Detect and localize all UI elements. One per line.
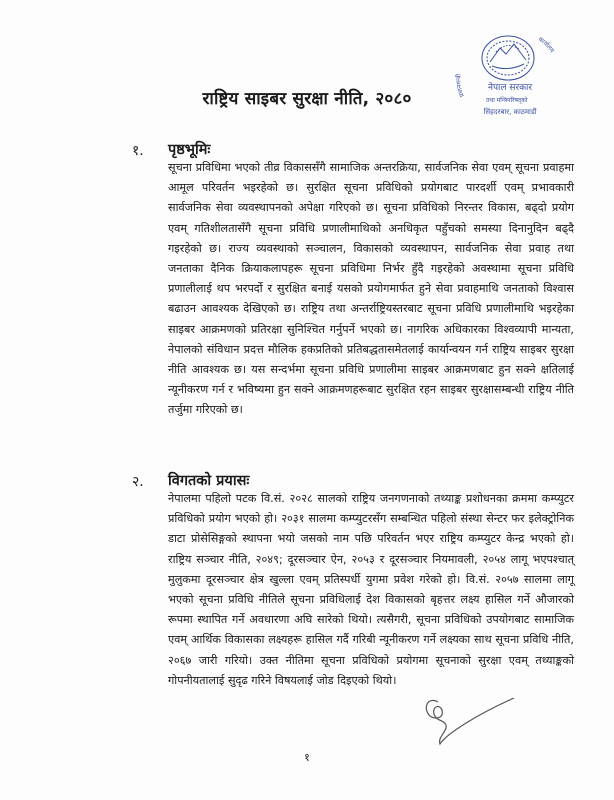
section-number: २. xyxy=(132,474,144,490)
section-heading: पृष्ठभूमिः xyxy=(168,142,211,158)
stamp-line1: नेपाल सरकार xyxy=(487,83,533,93)
section-body: नेपालमा पहिलो पटक वि.सं. २०२८ सालको राष्ट्रिय जनगणनाको तथ्याङ्क प्रशोधनका क्रममा कम्प्युटर प्रविधिको प्रयोग भएको हो। २०३१ सालमा कम्प्युटरसँग सम्बन्धित पहिलो संस्था सेन्टर फर इलेक्ट्रोनिक डाटा प्रोसेसिङ्गको स्थापना भयो जसको नाम पछि परिवर्तन भएर राष्ट्रिय कम्प्युटर केन्द्र भएको हो। राष्ट्रिय सञ्चार नीति, २०४९; दूरसञ्चार ऐन, २०५३ र दूरसञ्चार नियमावली, २०५४ लागू भएपश्चात् मुलुकमा दूरसञ्चार क्षेत्र खुल्ला एवम् प्रतिस्पर्धी युगमा प्रवेश गरेको हो। वि.सं. २०५७ सालमा लागू भएको सूचना प्रविधि नीतिले सूचना प्रविधिलाई देश विकासको बृहत्तर लक्ष्य हासिल गर्ने औजारको रूपमा स्थापित गर्ने अवधारणा अघि सारेको थियो। त्यसैगरी, सूचना प्रविधिको उपयोगबाट सामाजिक एवम् आर्थिक विकासका लक्ष्यहरू हासिल गर्दै गरिबी न्यूनीकरण गर्ने लक्ष्यका साथ सूचना प्रविधि नीति, २०६७ जारी गरियो। उक्त नीतिमा सूचना प्रविधिको प्रयोगमा सूचनाको सुरक्षा एवम् तथ्याङ्कको गोपनीयतालाई सुदृढ गरिने विषयलाई जोड दिइएको थियो। xyxy=(168,492,574,687)
svg-text:कार्यालय: कार्यालय xyxy=(536,35,556,55)
signature-icon xyxy=(418,694,518,754)
signature xyxy=(418,694,518,754)
section-number: १. xyxy=(132,143,144,159)
page-number: १ xyxy=(304,751,310,764)
stamp-line3: सिंहदरबार, काठमाडौं xyxy=(483,108,537,116)
svg-text:तथा मन्त्रिपरिषद्को: तथा मन्त्रिपरिषद्को xyxy=(486,97,528,104)
document-title: राष्ट्रिय साइबर सुरक्षा नीति, २०८० xyxy=(202,89,412,109)
section-heading: विगतको प्रयासः xyxy=(168,473,250,489)
stamp-line2: प्रधानमन्त्री xyxy=(455,73,466,98)
section-body: सूचना प्रविधिमा भएको तीव्र विकाससँगै सामाजिक अन्तरक्रिया, सार्वजनिक सेवा एवम् सूचना प्रवाहमा आमूल परिवर्तन भइरहेको छ। सुरक्षित सूचना प्रविधिको प्रयोगबाट पारदर्शी एवम् प्रभावकारी सार्वजनिक सेवा व्यवस्थापनको अपेक्षा गरिएको छ। सूचना प्रविधिको निरन्तर विकास, बढ्दो प्रयोग एवम् गतिशीलतासँगै सूचना प्रविधि प्रणालीमाथिको अनधिकृत पहुँचको समस्या दिनानुदिन बढ्दै गइरहेको छ। राज्य व्यवस्थाको सञ्चालन, विकासको व्यवस्थापन, सार्वजनिक सेवा प्रवाह तथा जनताका दैनिक क्रियाकलापहरू सूचना प्रविधिमा निर्भर हुँदै गइरहेको अवस्थामा सूचना प्रविधि प्रणालीलाई थप भरपर्दो र सुरक्षित बनाई यसको प्रयोगमार्फत हुने सेवा प्रवाहमाथि जनताको विश्वास बढाउन आवश्यक देखिएको छ। राष्ट्रिय तथा अन्तर्राष्ट्रियस्तरबाट सूचना प्रविधि प्रणालीमाथि भइरहेका साइबर आक्रमणको प्रतिरक्षा सुनिश्चित गर्नुपर्ने भएको छ। नागरिक अधिकारका विश्वव्यापी मान्यता, नेपालको संविधान प्रदत्त मौलिक हकप्रतिको प्रतिबद्धतासमेतलाई कार्यान्वयन गर्न राष्ट्रिय साइबर सुरक्षा नीति आवश्यक छ। यस सन्दर्भमा सूचना प्रविधि प्रणालीमा साइबर आक्रमणबाट हुन सक्ने क्षतिलाई न्यूनीकरण गर्न र भविष्यमा हुन सक्ने आक्रमणहरूबाट सुरक्षित रहन साइबर सुरक्षासम्बन्धी राष्ट्रिय नीति तर्जुमा गरिएको छ। xyxy=(168,161,574,417)
